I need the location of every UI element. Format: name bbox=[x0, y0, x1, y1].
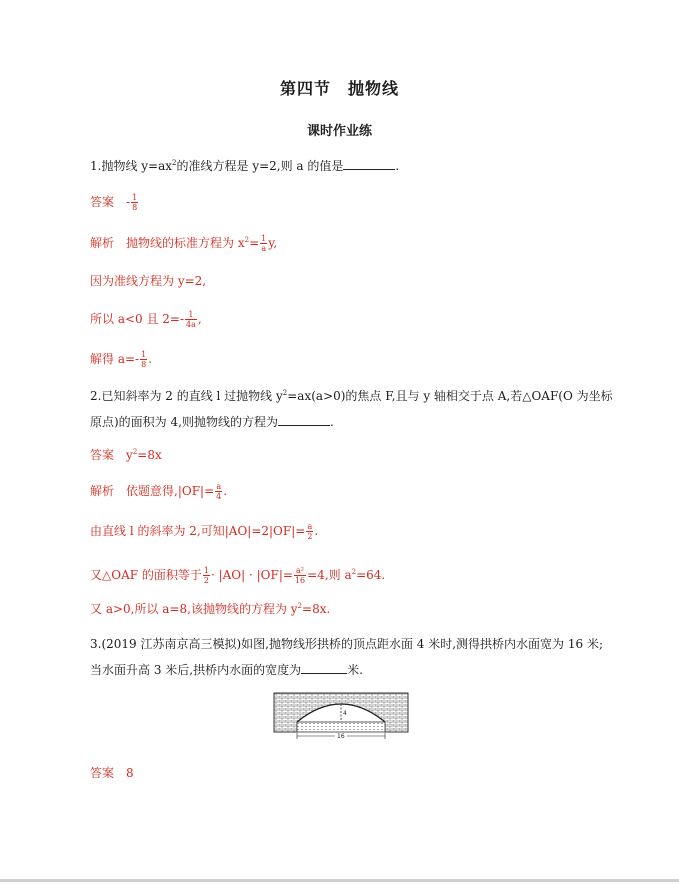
q1-analysis: 解析 抛物线的标准方程为 $x^2=$ $\frac{1}{a}$ y, bbox=[90, 234, 278, 253]
q3-question-line1: 3.(2019 江苏南京高三模拟)如图,抛物线形拱桥的顶点距水面 4 米时,测得拱桥内水面宽为 16 米; bbox=[90, 637, 604, 651]
q1-answer: 答案 - $\frac{1}{8}$ bbox=[90, 193, 138, 212]
subtitle: 课时作业练 bbox=[306, 124, 372, 139]
q1-step1: 因为准线方程为 y=2, bbox=[90, 274, 207, 288]
q2-answer: 答案 $y^2=8x$ bbox=[90, 448, 162, 462]
answer-blank bbox=[343, 157, 395, 170]
q2-step1: 由直线 l 的斜率为 2,可知|AO|=2|OF|= $\frac{a}{2}$ . bbox=[90, 522, 319, 541]
q1-step3: 解得 a=- $\frac{1}{8}$ . bbox=[90, 350, 153, 369]
q2-analysis: 解析 依题意得,|OF|= $\frac{a}{4}$ . bbox=[90, 482, 228, 501]
section-title: 第四节 抛物线 bbox=[279, 79, 399, 98]
q1-step2: 所以 a<0 且 2=- $\frac{1}{4a}$ , bbox=[90, 310, 202, 329]
height-label: 4 bbox=[343, 710, 347, 717]
q3-answer: 答案 8 bbox=[90, 766, 134, 780]
fraction: $\frac{\text{a²}}{16}$ bbox=[294, 566, 306, 585]
fraction: $\frac{1}{2}$ bbox=[203, 566, 209, 585]
water bbox=[297, 722, 385, 732]
page-bottom-rule bbox=[0, 879, 679, 882]
q2-step3: 又 a>0,所以 a=8,该抛物线的方程为 $y^2=8x$. bbox=[90, 602, 331, 616]
answer-blank bbox=[278, 413, 330, 426]
q2-question-line2: 原点)的面积为 4,则抛物线的方程为 . bbox=[90, 415, 334, 429]
q2-question-line1: 2.已知斜率为 2 的直线 l 过抛物线 $y^2=ax(a>0)$的焦点 F,且与 y 轴相交于点 A,若△OAF(O 为坐标 bbox=[90, 389, 613, 403]
fraction: $\frac{a}{4}$ bbox=[216, 482, 222, 501]
fraction: $\frac{1}{a}$ bbox=[261, 234, 267, 253]
q1-question: 1.抛物线 $y=ax^2$的准线方程是 y=2,则 a 的值是 . bbox=[90, 159, 400, 173]
fraction: $\frac{a}{2}$ bbox=[307, 522, 313, 541]
q2-step2: 又△OAF 的面积等于 $\frac{1}{2}$ · |AO| · |OF|= $\frac{\text{a²}}{16}$ =4,则 $a^2=64$. bbox=[90, 566, 386, 585]
answer-blank bbox=[301, 661, 347, 674]
fraction: $\frac{1}{8}$ bbox=[141, 350, 147, 369]
fraction: $\frac{1}{4a}$ bbox=[186, 310, 196, 329]
arch-bridge-figure bbox=[273, 692, 409, 740]
q3-question-line2: 当水面升高 3 米后,拱桥内水面的宽度为 米. bbox=[90, 663, 363, 677]
fraction: $\frac{1}{8}$ bbox=[132, 193, 138, 212]
width-label: 16 bbox=[337, 733, 345, 740]
